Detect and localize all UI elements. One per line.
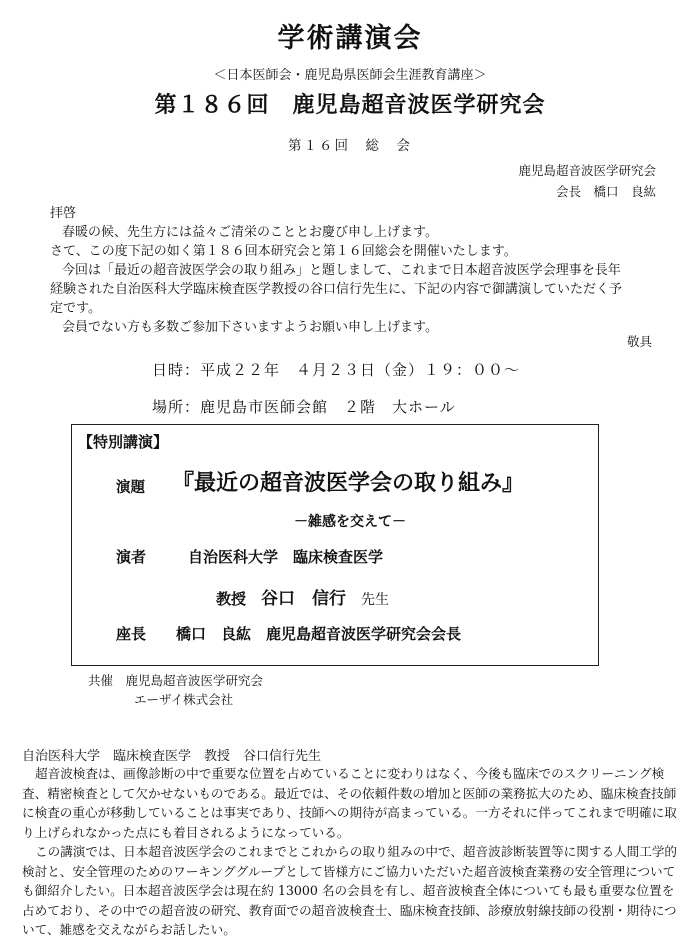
- letter-closing: 敬具: [626, 334, 652, 349]
- page-title: 学術講演会: [277, 23, 423, 54]
- speaker-label: 演者: [116, 548, 147, 566]
- lecture-title-label: 演題: [116, 479, 145, 496]
- cohost-line: エーザイ株式会社: [134, 692, 234, 707]
- special-lecture-label: 【特別講演】: [78, 433, 169, 451]
- event-date: 日時：平成２２年 ４月２３日（金）１９：００～: [152, 361, 521, 379]
- lecture-title: 『最近の超音波医学会の取り組み』: [172, 470, 525, 496]
- letter-line: 春暖の候、先生方には益々ご清栄のこととお慶び申し上げます。: [62, 225, 438, 240]
- letter-line: 今回は「最近の超音波医学会の取り組み」と題しまして、これまで日本超音波医学会理事を長年: [62, 263, 621, 278]
- lecture-subtitle: －雑感を交えて－: [294, 514, 406, 530]
- lecturer-paragraph: 超音波検査は、画像診断の中で重要な位置を占めていることに変わりはなく、今後も臨床でのスクリーニング検査、精密検査として欠かせないものである。最近では、その依頼件数の増加と医師の業務拡大のため、臨床検査技師に検査の重心が移動していることは事実であり、技師への期待が高まっている。一方それに伴ってこれまで明確に取り上げられなかった点にも着目されるようになっている。: [22, 766, 677, 840]
- letter-line: 経験された自治医科大学臨床検査医学教授の谷口信行先生に、下記の内容で御講演していただく予: [50, 282, 623, 297]
- sender-chair: 会長 橋口 良紘: [555, 184, 656, 199]
- lecturer-paragraph: この講演では、日本超音波医学会のこれまでとこれからの取り組みの中で、超音波診断装置等に関する人間工学的検討と、安全管理のためのワーキンググループとして皆様方にご協力いただいた超音波検査業務の安全管理についても御紹介したい。日本超音波医学会は現在約 13000 名の会員を有し、超音波検査全体についても最も重要な位置を占めており、その中での超音波の研究、教育面での超音波検査士、臨床検査技師、診療放射線技師の役割・期待について、雑感を交えながらお話したい。: [22, 844, 678, 937]
- event-venue: 場所：鹿児島市医師会館 ２階 大ホール: [152, 398, 456, 416]
- cohost-line: 共催 鹿児島超音波医学研究会: [88, 673, 264, 688]
- speaker-line: [216, 584, 389, 609]
- general-meeting: 第１６回 総 会: [288, 138, 412, 154]
- course-subtitle: ＜日本医師会・鹿児島県医師会生涯教育講座＞: [213, 68, 487, 83]
- lecturer-heading: 自治医科大学 臨床検査医学 教授 谷口信行先生: [22, 749, 322, 764]
- sender-org: 鹿児島超音波医学研究会: [518, 163, 656, 178]
- speaker-rank: 教授: [216, 590, 247, 608]
- letter-line: 会員でない方も多数ご参加下さいますようお願い申し上げます。: [62, 320, 438, 335]
- speaker-name: 谷口 信行: [261, 589, 347, 609]
- speaker-affiliation: 自治医科大学 臨床検査医学: [188, 548, 384, 566]
- speaker-honorific: 先生: [361, 592, 390, 608]
- letter-opening: 拝啓: [50, 206, 77, 221]
- letter-line: 定です。: [50, 301, 101, 316]
- meeting-title: 第１８６回 鹿児島超音波医学研究会: [154, 92, 546, 118]
- letter-line: さて、この度下記の如く第１８６回本研究会と第１６回総会を開催いたします。: [50, 244, 517, 259]
- chairperson-line: 座長 橋口 良紘 鹿児島超音波医学研究会会長: [116, 625, 462, 643]
